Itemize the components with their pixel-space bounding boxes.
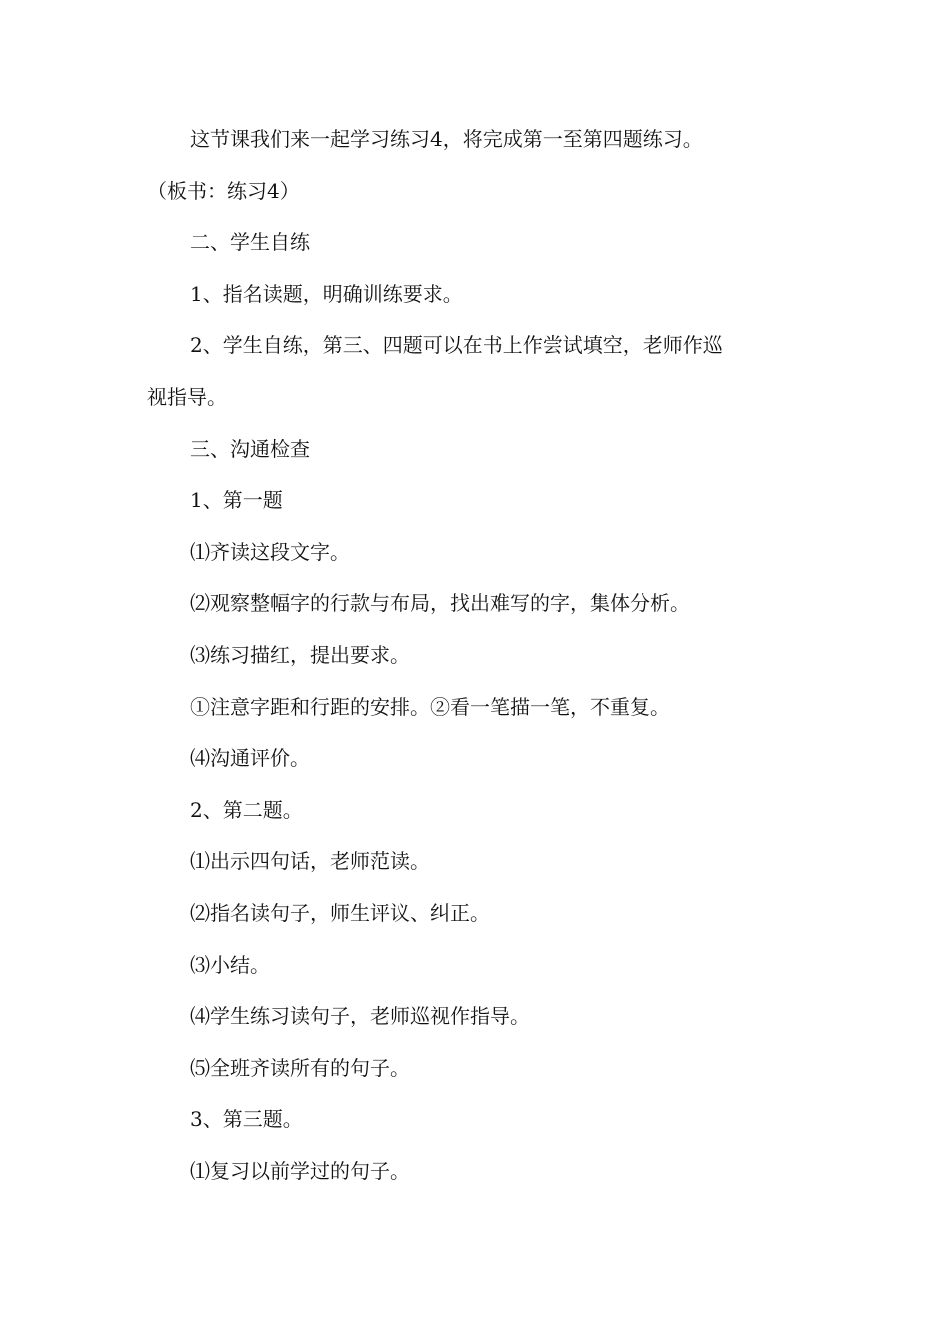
subsection-heading: 2、第二题。 <box>190 797 303 822</box>
list-item: ⑸全班齐读所有的句子。 <box>190 1055 410 1080</box>
list-item: ⑷学生练习读句子，老师巡视作指导。 <box>190 1004 530 1029</box>
list-item: ⑵指名读句子，师生评议、纠正。 <box>190 900 490 925</box>
list-item: ⑴复习以前学过的句子。 <box>190 1158 410 1183</box>
list-item: 2、学生自练，第三、四题可以在书上作尝试填空，老师作巡 <box>190 333 723 358</box>
list-item: 1、指名读题，明确训练要求。 <box>190 281 463 306</box>
section-heading-self-practice: 二、学生自练 <box>190 230 310 255</box>
list-item: ⑶练习描红，提出要求。 <box>190 642 410 667</box>
document-body <box>147 114 807 1197</box>
list-item: ⑴齐读这段文字。 <box>190 539 350 564</box>
list-item: ⑵观察整幅字的行款与布局，找出难写的字，集体分析。 <box>190 591 690 616</box>
paragraph-board-note: （板书：练习4） <box>147 178 300 203</box>
subsection-heading: 1、第一题 <box>190 488 283 513</box>
list-item: ⑶小结。 <box>190 952 270 977</box>
subsection-heading: 3、第三题。 <box>190 1107 303 1132</box>
list-item: ①注意字距和行距的安排。②看一笔描一笔，不重复。 <box>190 694 670 719</box>
list-item-continuation: 视指导。 <box>147 384 227 409</box>
list-item: ⑷沟通评价。 <box>190 746 310 771</box>
section-heading-check: 三、沟通检查 <box>190 436 310 461</box>
list-item: ⑴出示四句话，老师范读。 <box>190 849 430 874</box>
paragraph-intro: 这节课我们来一起学习练习4，将完成第一至第四题练习。 <box>190 127 703 151</box>
